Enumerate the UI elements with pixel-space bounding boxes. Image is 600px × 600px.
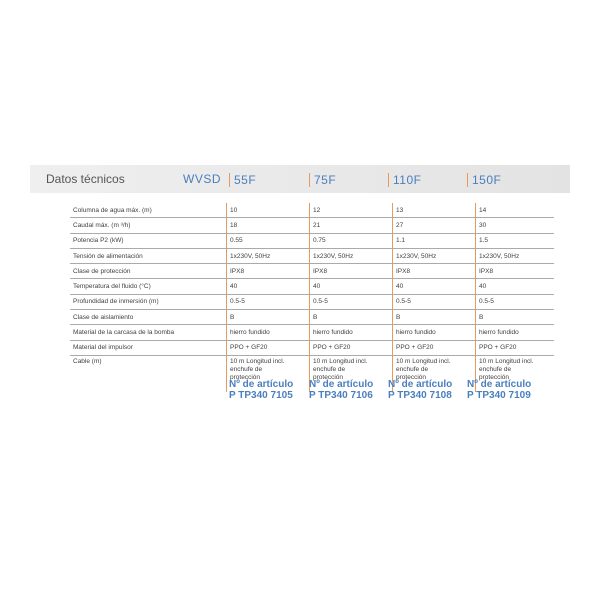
cell-value: 0.75 <box>310 233 389 248</box>
cell-value: B <box>310 310 389 325</box>
cell-value: 30 <box>476 218 555 233</box>
cell-value: 0.5-5 <box>393 294 472 309</box>
cell-value: PPO + GF20 <box>476 340 555 355</box>
model-header-2: 75F <box>309 173 336 187</box>
cell-value: 21 <box>310 218 389 233</box>
cell-value: 1.5 <box>476 233 555 248</box>
cell-value: 10 <box>227 203 306 218</box>
row-label: Clase de protección <box>70 264 227 279</box>
cell-value: PPO + GF20 <box>393 340 472 355</box>
cell-value: 1x230V, 50Hz <box>310 248 389 263</box>
cell-value: 0.5-5 <box>227 294 306 309</box>
cell-value: 12 <box>310 203 389 218</box>
table-row <box>70 203 554 218</box>
table-row <box>70 233 554 248</box>
row-label: Tensión de alimentación <box>70 248 227 263</box>
cell-value: 1x230V, 50Hz <box>393 248 472 263</box>
cell-value: 40 <box>310 279 389 294</box>
cell-value: 0.5-5 <box>476 294 555 309</box>
cell-value: 14 <box>476 203 555 218</box>
cell-value: IPX8 <box>393 264 472 279</box>
cell-value: 18 <box>227 218 306 233</box>
article-number: P TP340 7105 <box>229 390 293 401</box>
cell-value: 40 <box>393 279 472 294</box>
cell-value: 13 <box>393 203 472 218</box>
article-block-4 <box>467 379 531 401</box>
row-label: Temperatura del fluido (°C) <box>70 279 227 294</box>
article-label: Nº de artículo <box>229 379 294 390</box>
article-block-3 <box>388 379 452 401</box>
cell-value: IPX8 <box>476 264 555 279</box>
table-row <box>70 218 554 233</box>
table-row <box>70 310 554 325</box>
cell-value: 0.55 <box>227 233 306 248</box>
spec-table-body <box>70 203 554 392</box>
table-row <box>70 264 554 279</box>
article-block-1 <box>229 379 293 401</box>
cell-value: hierro fundido <box>476 325 555 340</box>
table-row <box>70 325 554 340</box>
article-label: Nº de artículo <box>467 379 532 390</box>
cell-value: hierro fundido <box>393 325 472 340</box>
cell-value: 1x230V, 50Hz <box>227 248 306 263</box>
table-row <box>70 248 554 263</box>
cell-value: PPO + GF20 <box>310 340 389 355</box>
model-header-1: 55F <box>229 173 256 187</box>
row-label: Cable (m) <box>73 357 102 365</box>
cell-value: PPO + GF20 <box>227 340 306 355</box>
cell-value: 1x230V, 50Hz <box>476 248 555 263</box>
article-label: Nº de artículo <box>388 379 453 390</box>
cell-value: hierro fundido <box>310 325 389 340</box>
cell-value: B <box>227 310 306 325</box>
cell-value: 40 <box>476 279 555 294</box>
cell-value: 40 <box>227 279 306 294</box>
article-label: Nº de artículo <box>309 379 374 390</box>
cable-value: 10 m Longitud incl. enchufe de protección <box>230 357 285 381</box>
section-title: Datos técnicos <box>46 172 125 186</box>
cable-value: 10 m Longitud incl. enchufe de protección <box>396 357 451 381</box>
cell-value: 1.1 <box>393 233 472 248</box>
row-label: Caudal máx. (m ³/h) <box>70 218 227 233</box>
cable-value: 10 m Longitud incl. enchufe de protección <box>479 357 534 381</box>
row-label: Potencia P2 (kW) <box>70 233 227 248</box>
article-number: P TP340 7108 <box>388 390 452 401</box>
cell-value: B <box>476 310 555 325</box>
model-header-3: 110F <box>388 173 421 187</box>
cell-value: IPX8 <box>227 264 306 279</box>
cell-value: IPX8 <box>310 264 389 279</box>
table-row <box>70 294 554 309</box>
cell-value: hierro fundido <box>227 325 306 340</box>
row-label: Material del impulsor <box>70 340 227 355</box>
table-row <box>70 340 554 355</box>
cell-value: 27 <box>393 218 472 233</box>
row-label: Profundidad de inmersión (m) <box>70 294 227 309</box>
table-row <box>70 279 554 294</box>
series-name: WVSD <box>183 172 221 186</box>
spec-table <box>70 203 554 392</box>
cell-value: 0.5-5 <box>310 294 389 309</box>
article-block-2 <box>309 379 373 401</box>
article-number: P TP340 7109 <box>467 390 531 401</box>
row-label: Clase de aislamiento <box>70 310 227 325</box>
article-number: P TP340 7106 <box>309 390 373 401</box>
row-label: Material de la carcasa de la bomba <box>70 325 227 340</box>
cell-value: B <box>393 310 472 325</box>
model-header-4: 150F <box>467 173 501 187</box>
cable-value: 10 m Longitud incl. enchufe de protección <box>313 357 368 381</box>
row-label: Columna de agua máx. (m) <box>70 203 227 218</box>
